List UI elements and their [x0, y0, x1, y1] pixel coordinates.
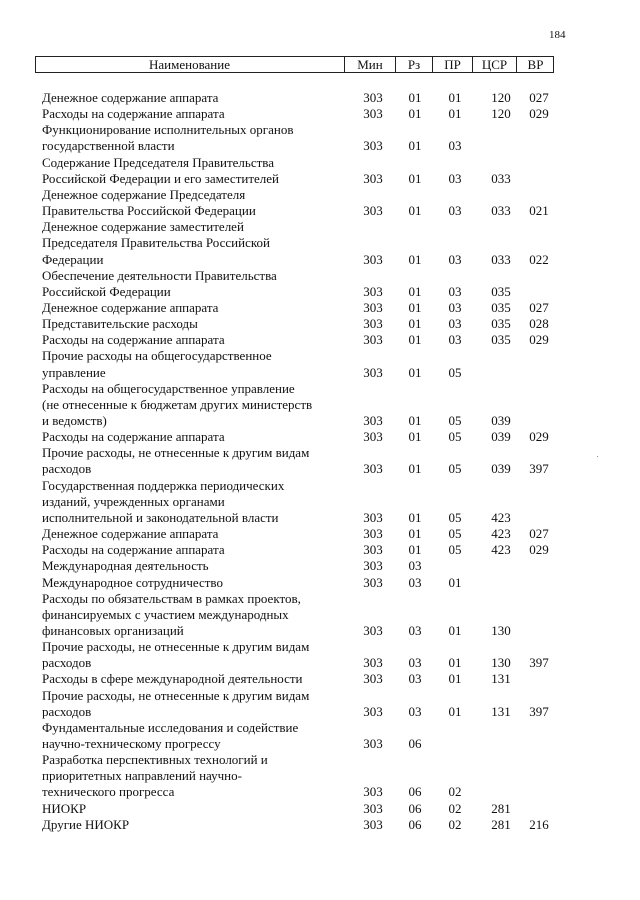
row-min: 303: [363, 90, 383, 105]
row-name: Денежное содержание заместителей: [42, 219, 244, 235]
row-name: Фундаментальные исследования и содействие: [42, 719, 299, 735]
row-rz: 03: [408, 558, 422, 574]
row-rz: 01: [408, 526, 422, 542]
row-min: 303: [363, 736, 383, 751]
table-row: [0, 736, 640, 752]
row-name: Представительские расходы: [42, 316, 198, 332]
row-rz: 01: [408, 509, 422, 525]
row-csr: 039: [491, 429, 511, 445]
row-vr: 397: [529, 703, 549, 719]
row-pr: 01: [448, 671, 462, 687]
row-name: Государственная поддержка периодических: [42, 477, 285, 493]
row-rz: 01: [408, 251, 422, 267]
table-row: [0, 397, 640, 413]
row-rz: 01: [408, 106, 422, 122]
table-row: [0, 171, 640, 187]
table-row: [0, 300, 640, 316]
row-name: Денежное содержание Председателя: [42, 186, 246, 202]
row-rz: 01: [408, 461, 422, 477]
row-pr: 02: [448, 800, 462, 816]
row-vr: 022: [529, 251, 549, 267]
row-name: Международное сотрудничество: [42, 574, 223, 590]
row-vr: 027: [529, 299, 549, 315]
table-row: [0, 348, 640, 364]
row-rz: 01: [408, 413, 422, 428]
row-min: 303: [363, 364, 383, 380]
row-name: Российской Федерации: [42, 283, 171, 299]
row-name: Разработка перспективных технологий и: [42, 752, 268, 768]
table-row: [0, 478, 640, 494]
table-row: [0, 155, 640, 171]
row-pr: 05: [448, 542, 462, 558]
row-name: Расходы по обязательствам в рамках проектов,: [42, 590, 301, 606]
row-csr: 035: [491, 299, 511, 315]
row-rz: 01: [408, 332, 422, 348]
table-row: [0, 752, 640, 768]
row-name: технического прогресса: [42, 784, 175, 800]
row-pr: 03: [448, 203, 462, 219]
row-rz: 06: [408, 736, 422, 751]
row-name: (не отнесенные к бюджетам других министерств: [42, 396, 313, 412]
table-row: [0, 106, 640, 122]
row-csr: 033: [491, 251, 511, 267]
table-row: [0, 801, 640, 817]
table-row: [0, 284, 640, 300]
row-vr: 397: [529, 461, 549, 477]
row-name: расходов: [42, 703, 92, 719]
table-row: [0, 461, 640, 477]
row-name: Прочие расходы на общегосударственное: [42, 348, 272, 364]
row-name: Правительства Российской Федерации: [42, 203, 256, 219]
row-csr: 033: [491, 203, 511, 219]
row-pr: 01: [448, 90, 462, 105]
row-name: Расходы на содержание аппарата: [42, 332, 225, 348]
table-row: [0, 268, 640, 284]
row-csr: 039: [491, 461, 511, 477]
table-row: [0, 655, 640, 671]
table-row: [0, 187, 640, 203]
row-csr: 130: [491, 622, 511, 638]
table-row: [0, 90, 640, 106]
row-name: управление: [42, 364, 106, 380]
table-row: [0, 494, 640, 510]
row-pr: 05: [448, 413, 462, 428]
row-min: 303: [363, 800, 383, 816]
row-vr: 216: [529, 816, 549, 832]
row-name: финансовых организаций: [42, 622, 184, 638]
table-row: [0, 219, 640, 235]
row-name: Председателя Правительства Российской: [42, 235, 270, 251]
row-name: Прочие расходы, не отнесенные к другим видам: [42, 639, 310, 655]
header-csr: ЦСР: [472, 57, 516, 72]
row-name: исполнительной и законодательной власти: [42, 509, 279, 525]
row-csr: 131: [491, 671, 511, 687]
row-pr: 03: [448, 170, 462, 186]
row-min: 303: [363, 203, 383, 219]
row-name: расходов: [42, 461, 92, 477]
row-csr: 281: [491, 816, 511, 832]
table-row: [0, 784, 640, 800]
row-pr: 03: [448, 316, 462, 332]
row-min: 303: [363, 509, 383, 525]
row-rz: 01: [408, 138, 422, 154]
row-min: 303: [363, 461, 383, 477]
row-rz: 01: [408, 364, 422, 380]
row-pr: 02: [448, 816, 462, 832]
row-csr: 423: [491, 526, 511, 542]
row-name: Расходы на содержание аппарата: [42, 429, 225, 445]
row-name: Прочие расходы, не отнесенные к другим видам: [42, 687, 310, 703]
row-name: Другие НИОКР: [42, 816, 130, 832]
row-vr: 029: [529, 542, 549, 558]
table-row: [0, 413, 640, 429]
table-row: [0, 235, 640, 251]
row-csr: 035: [491, 316, 511, 332]
row-name: Содержание Председателя Правительства: [42, 154, 275, 170]
row-csr: 281: [491, 800, 511, 816]
row-min: 303: [363, 106, 383, 122]
row-name: расходов: [42, 655, 92, 671]
row-csr: 120: [491, 106, 511, 122]
row-min: 303: [363, 283, 383, 299]
table-row: [0, 720, 640, 736]
table-header: [35, 56, 555, 74]
row-min: 303: [363, 703, 383, 719]
row-csr: 035: [491, 332, 511, 348]
row-rz: 03: [408, 622, 422, 638]
row-pr: 05: [448, 509, 462, 525]
row-min: 303: [363, 574, 383, 590]
table-row: [0, 332, 640, 348]
row-pr: 05: [448, 526, 462, 542]
row-min: 303: [363, 413, 383, 428]
row-name: и ведомств): [42, 413, 107, 428]
row-pr: 01: [448, 703, 462, 719]
row-min: 303: [363, 170, 383, 186]
row-pr: 03: [448, 283, 462, 299]
row-rz: 01: [408, 170, 422, 186]
header-name: Наименование: [149, 57, 230, 72]
scan-speck: [597, 456, 598, 457]
table-row: [0, 591, 640, 607]
table-row: [0, 671, 640, 687]
table-row: [0, 704, 640, 720]
row-csr: 039: [491, 413, 511, 428]
row-name: приоритетных направлений научно-: [42, 768, 242, 784]
row-min: 303: [363, 622, 383, 638]
row-min: 303: [363, 251, 383, 267]
row-csr: 033: [491, 170, 511, 186]
row-vr: 029: [529, 106, 549, 122]
row-rz: 06: [408, 784, 422, 800]
table-row: [0, 607, 640, 623]
row-min: 303: [363, 526, 383, 542]
row-pr: 01: [448, 622, 462, 638]
row-name: Прочие расходы, не отнесенные к другим видам: [42, 445, 310, 461]
row-pr: 01: [448, 655, 462, 671]
row-name: научно-техническому прогрессу: [42, 736, 221, 751]
row-name: Расходы в сфере международной деятельности: [42, 671, 303, 687]
row-rz: 03: [408, 574, 422, 590]
row-min: 303: [363, 542, 383, 558]
row-rz: 01: [408, 429, 422, 445]
row-vr: 029: [529, 332, 549, 348]
row-name: НИОКР: [42, 800, 87, 816]
row-name: Федерации: [42, 251, 104, 267]
row-name: Российской Федерации и его заместителей: [42, 170, 279, 186]
row-name: Функционирование исполнительных органов: [42, 122, 294, 138]
row-vr: 027: [529, 90, 549, 105]
row-csr: 130: [491, 655, 511, 671]
row-vr: 397: [529, 655, 549, 671]
row-csr: 120: [491, 90, 511, 105]
row-min: 303: [363, 671, 383, 687]
header-vr: ВР: [516, 57, 554, 72]
row-name: Расходы на общегосударственное управление: [42, 380, 295, 396]
table-row: [0, 316, 640, 332]
table-row: [0, 623, 640, 639]
table-row: [0, 381, 640, 397]
row-rz: 01: [408, 283, 422, 299]
row-pr: 05: [448, 429, 462, 445]
row-pr: 03: [448, 138, 462, 154]
row-rz: 06: [408, 816, 422, 832]
row-name: Денежное содержание аппарата: [42, 299, 219, 315]
row-vr: 029: [529, 429, 549, 445]
table-row: [0, 252, 640, 268]
row-min: 303: [363, 784, 383, 800]
row-vr: 021: [529, 203, 549, 219]
row-name: изданий, учрежденных органами: [42, 493, 225, 509]
row-vr: 027: [529, 526, 549, 542]
table-row: [0, 639, 640, 655]
row-name: Расходы на содержание аппарата: [42, 542, 225, 558]
row-name: Денежное содержание аппарата: [42, 90, 219, 105]
row-rz: 01: [408, 90, 422, 105]
row-min: 303: [363, 655, 383, 671]
table-row: [0, 429, 640, 445]
table-row: [0, 445, 640, 461]
row-min: 303: [363, 316, 383, 332]
row-vr: 028: [529, 316, 549, 332]
row-name: Расходы на содержание аппарата: [42, 106, 225, 122]
row-name: государственной власти: [42, 138, 175, 154]
row-rz: 01: [408, 299, 422, 315]
row-pr: 03: [448, 332, 462, 348]
row-name: Денежное содержание аппарата: [42, 526, 219, 542]
table-row: [0, 768, 640, 784]
table-row: [0, 365, 640, 381]
table-row: [0, 203, 640, 219]
row-min: 303: [363, 138, 383, 154]
row-rz: 03: [408, 655, 422, 671]
row-csr: 423: [491, 509, 511, 525]
row-name: финансируемых с участием международных: [42, 606, 289, 622]
row-min: 303: [363, 558, 383, 574]
row-csr: 423: [491, 542, 511, 558]
row-csr: 131: [491, 703, 511, 719]
table-row: [0, 122, 640, 138]
row-name: Обеспечение деятельности Правительства: [42, 267, 277, 283]
row-min: 303: [363, 332, 383, 348]
row-name: Международная деятельность: [42, 558, 209, 574]
row-rz: 01: [408, 316, 422, 332]
row-pr: 05: [448, 364, 462, 380]
table-row: [0, 510, 640, 526]
row-pr: 02: [448, 784, 462, 800]
row-rz: 06: [408, 800, 422, 816]
table-row: [0, 138, 640, 154]
row-csr: 035: [491, 283, 511, 299]
header-pr: ПР: [432, 57, 472, 72]
row-pr: 05: [448, 461, 462, 477]
row-rz: 03: [408, 703, 422, 719]
row-rz: 01: [408, 203, 422, 219]
row-min: 303: [363, 816, 383, 832]
row-pr: 01: [448, 106, 462, 122]
row-pr: 03: [448, 251, 462, 267]
table-row: [0, 575, 640, 591]
table-row: [0, 526, 640, 542]
header-min: Мин: [344, 57, 395, 72]
row-rz: 03: [408, 671, 422, 687]
header-rz: Рз: [395, 57, 432, 72]
row-min: 303: [363, 429, 383, 445]
table-row: [0, 688, 640, 704]
row-pr: 01: [448, 574, 462, 590]
row-rz: 01: [408, 542, 422, 558]
row-min: 303: [363, 299, 383, 315]
table-row: [0, 558, 640, 574]
page-number: 184: [549, 29, 566, 41]
table-row: [0, 542, 640, 558]
row-pr: 03: [448, 299, 462, 315]
table-row: [0, 817, 640, 833]
